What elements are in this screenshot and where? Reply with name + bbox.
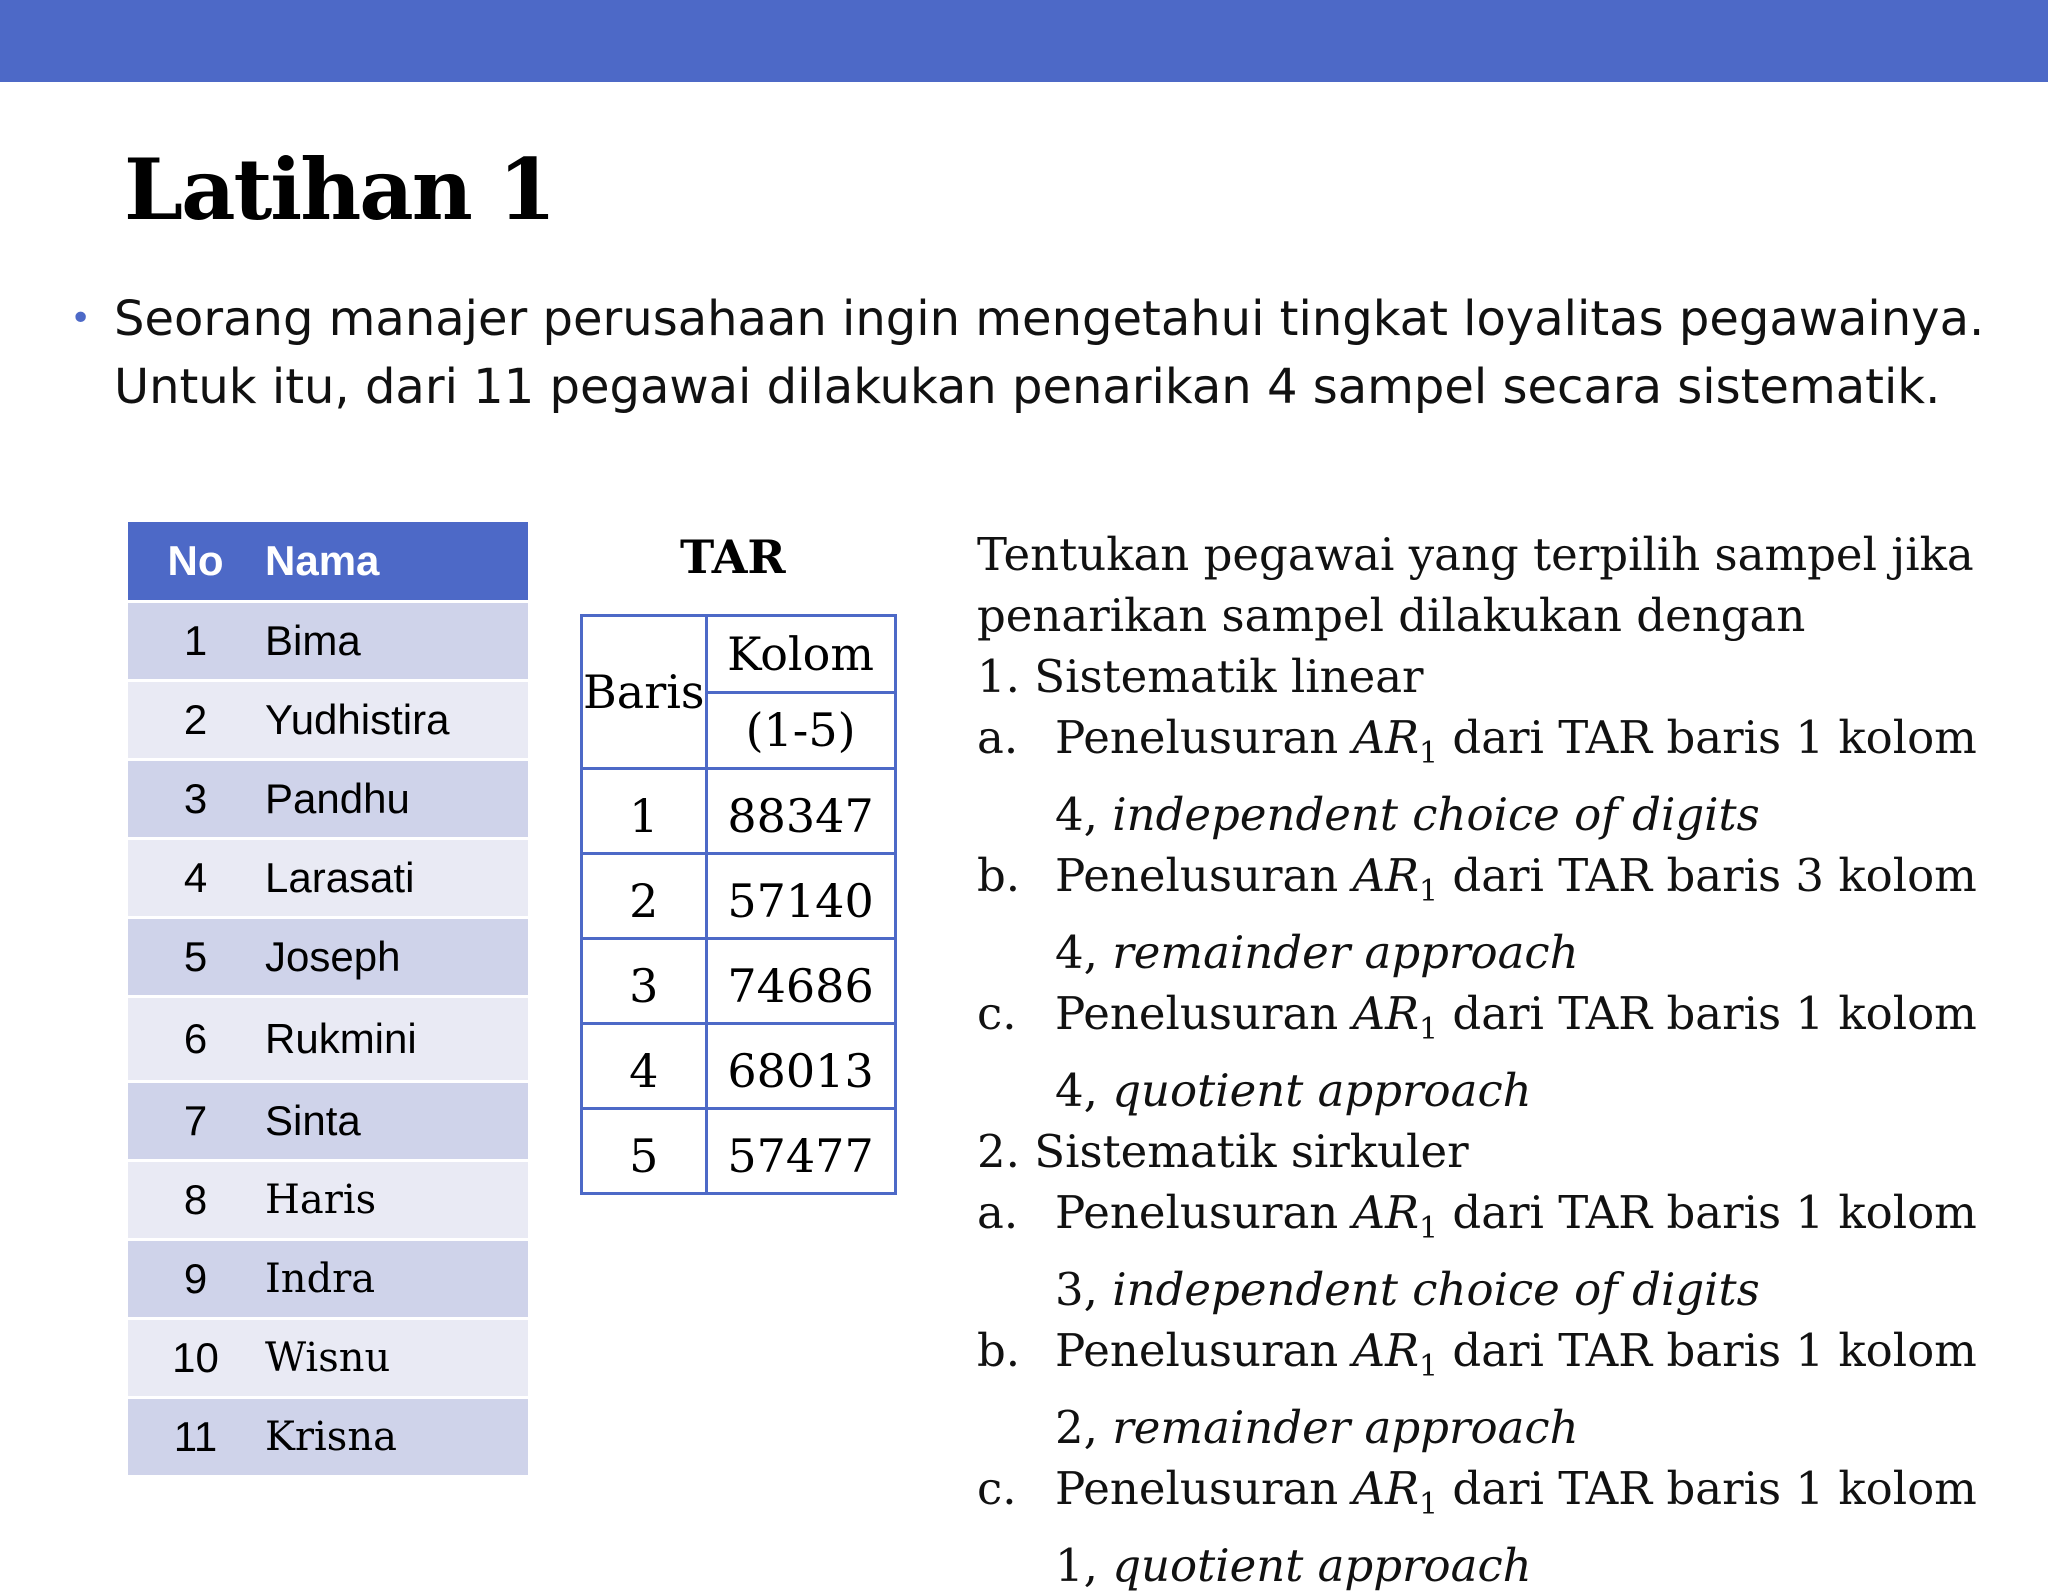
- tar-value: 57477: [706, 1109, 895, 1194]
- row-nama: Bima: [263, 602, 528, 681]
- list-item: [977, 983, 2037, 1121]
- item-letter: c.: [977, 987, 1017, 1040]
- item-suffix: dari TAR baris 1 kolom: [1452, 987, 1977, 1040]
- table-row: [582, 769, 896, 854]
- top-accent-bar: [0, 0, 2048, 82]
- tar-header-row: [582, 616, 896, 693]
- row-no: 11: [128, 1398, 263, 1477]
- item-method: remainder approach: [1112, 1401, 1579, 1454]
- table-row: [128, 1161, 528, 1240]
- item-letter: a.: [977, 711, 1019, 764]
- list-item: [977, 1182, 2037, 1320]
- table-row: [128, 1319, 528, 1398]
- employee-table: [128, 522, 528, 1478]
- item-method: quotient approach: [1112, 1064, 1532, 1117]
- table-row: [128, 602, 528, 681]
- bullet-dot-icon: •: [70, 298, 92, 339]
- employee-table-header: [128, 522, 528, 602]
- tar-header-kolom: Kolom: [706, 616, 895, 693]
- table-row: [582, 1024, 896, 1109]
- item-suffix: dari TAR baris 1 kolom: [1452, 1324, 1977, 1377]
- ar-symbol: $AR_1$: [1352, 1462, 1439, 1522]
- item-method: independent choice of digits: [1112, 788, 1760, 841]
- row-nama: Joseph: [263, 918, 528, 997]
- instructions: [977, 524, 2037, 1596]
- item-prefix: Penelusuran: [1055, 711, 1339, 764]
- item-number: 1,: [1055, 1539, 1098, 1592]
- bullet-text: Seorang manajer perusahaan ingin mengetahui tingkat loyalitas pegawainya. Untuk itu, dari 11 pegawai dilakukan penarikan 4 sampel secara sistematik.: [114, 291, 1985, 415]
- tar-baris: 4: [582, 1024, 707, 1109]
- item-number: 3,: [1055, 1263, 1098, 1316]
- list-item: [977, 707, 2037, 845]
- table-row: [582, 939, 896, 1024]
- row-no: 4: [128, 839, 263, 918]
- item-method: remainder approach: [1112, 926, 1579, 979]
- item-prefix: Penelusuran: [1055, 849, 1339, 902]
- header-no: No: [128, 522, 263, 602]
- tar-baris: 3: [582, 939, 707, 1024]
- item-number: 4,: [1055, 1064, 1098, 1117]
- table-row: [128, 1240, 528, 1319]
- header-nama: Nama: [263, 522, 528, 602]
- table-row: [128, 918, 528, 997]
- tar-title: TAR: [680, 530, 786, 584]
- row-no: 1: [128, 602, 263, 681]
- row-no: 5: [128, 918, 263, 997]
- item-prefix: Penelusuran: [1055, 1186, 1339, 1239]
- item-method: independent choice of digits: [1112, 1263, 1760, 1316]
- row-no: 8: [128, 1161, 263, 1240]
- section-heading: 1. Sistematik linear: [977, 650, 1424, 703]
- item-suffix: dari TAR baris 1 kolom: [1452, 711, 1977, 764]
- tar-baris: 5: [582, 1109, 707, 1194]
- item-method: quotient approach: [1112, 1539, 1532, 1592]
- row-nama: Rukmini: [263, 997, 528, 1082]
- item-suffix: dari TAR baris 3 kolom: [1452, 849, 1977, 902]
- slide-title: Latihan 1: [124, 140, 555, 239]
- ar-symbol: $AR_1$: [1352, 1324, 1439, 1384]
- ar-symbol: $AR_1$: [1352, 987, 1439, 1047]
- list-item: [977, 1458, 2037, 1596]
- row-nama: Haris: [263, 1161, 528, 1240]
- table-row: [128, 997, 528, 1082]
- item-prefix: Penelusuran: [1055, 1324, 1339, 1377]
- item-number: 4,: [1055, 788, 1098, 841]
- row-no: 2: [128, 681, 263, 760]
- list-item: [977, 845, 2037, 983]
- row-nama: Larasati: [263, 839, 528, 918]
- item-suffix: dari TAR baris 1 kolom: [1452, 1462, 1977, 1515]
- tar-value: 74686: [706, 939, 895, 1024]
- instructions-intro: Tentukan pegawai yang terpilih sampel jika penarikan sampel dilakukan dengan: [977, 528, 1974, 642]
- table-row: [128, 760, 528, 839]
- list-item: [977, 1320, 2037, 1458]
- item-number: 2,: [1055, 1401, 1098, 1454]
- row-nama: Wisnu: [263, 1319, 528, 1398]
- table-row: [128, 839, 528, 918]
- ar-symbol: $AR_1$: [1352, 1186, 1439, 1246]
- item-letter: b.: [977, 849, 1021, 902]
- item-letter: b.: [977, 1324, 1021, 1377]
- table-row: [128, 1082, 528, 1161]
- item-prefix: Penelusuran: [1055, 1462, 1339, 1515]
- tar-header-range: (1-5): [706, 692, 895, 769]
- row-no: 7: [128, 1082, 263, 1161]
- row-no: 3: [128, 760, 263, 839]
- row-no: 6: [128, 997, 263, 1082]
- table-row: [582, 1109, 896, 1194]
- row-no: 10: [128, 1319, 263, 1398]
- ar-symbol: $AR_1$: [1352, 711, 1439, 771]
- row-nama: Indra: [263, 1240, 528, 1319]
- tar-header-baris: Baris: [582, 616, 707, 769]
- row-nama: Pandhu: [263, 760, 528, 839]
- item-suffix: dari TAR baris 1 kolom: [1452, 1186, 1977, 1239]
- table-row: [128, 681, 528, 760]
- row-nama: Sinta: [263, 1082, 528, 1161]
- row-nama: Krisna: [263, 1398, 528, 1477]
- item-number: 4,: [1055, 926, 1098, 979]
- row-no: 9: [128, 1240, 263, 1319]
- ar-symbol: $AR_1$: [1352, 849, 1439, 909]
- tar-table: [580, 614, 897, 1195]
- tar-value: 68013: [706, 1024, 895, 1109]
- item-letter: a.: [977, 1186, 1019, 1239]
- tar-baris: 1: [582, 769, 707, 854]
- tar-baris: 2: [582, 854, 707, 939]
- table-row: [128, 1398, 528, 1477]
- row-nama: Yudhistira: [263, 681, 528, 760]
- item-letter: c.: [977, 1462, 1017, 1515]
- table-row: [582, 854, 896, 939]
- tar-value: 88347: [706, 769, 895, 854]
- tar-value: 57140: [706, 854, 895, 939]
- section-heading: 2. Sistematik sirkuler: [977, 1125, 1469, 1178]
- item-prefix: Penelusuran: [1055, 987, 1339, 1040]
